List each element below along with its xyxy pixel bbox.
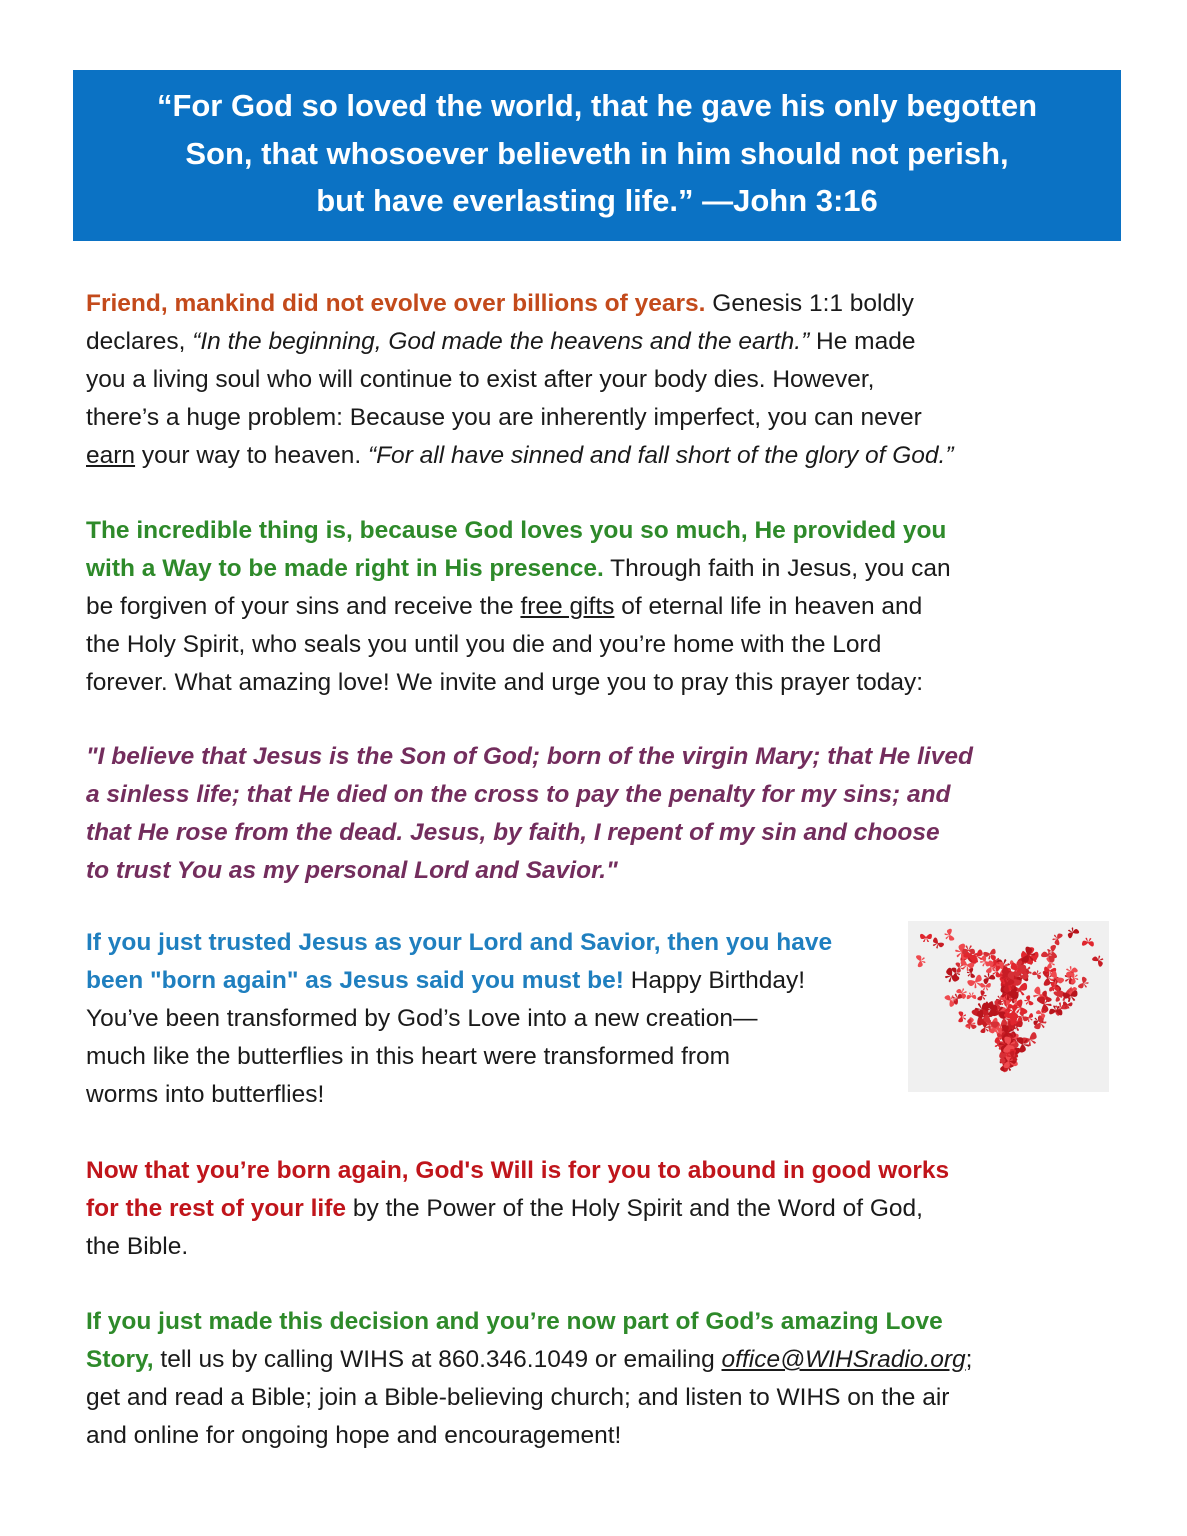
emphasis-earn: earn bbox=[86, 442, 136, 469]
butterfly-icon bbox=[1082, 937, 1095, 946]
banner-line: Son, that whosoever believeth in him should not perish, bbox=[185, 135, 1009, 171]
paragraph-text: your way to heaven. bbox=[135, 442, 368, 469]
creation-paragraph bbox=[86, 285, 954, 475]
john-3-16-banner bbox=[73, 70, 1121, 241]
prayer-line: to trust You as my personal Lord and Savior." bbox=[86, 857, 618, 884]
paragraph-text: there’s a huge problem: Because you are inherently imperfect, you can never bbox=[86, 404, 922, 431]
emphasis-free-gifts: free gifts bbox=[520, 593, 615, 620]
paragraph-lead: been "born again" as Jesus said you must be! bbox=[86, 967, 624, 994]
prayer-line: a sinless life; that He died on the cross to pay the penalty for my sins; and bbox=[86, 781, 951, 808]
paragraph-text: you a living soul who will continue to exist after your body dies. However, bbox=[86, 366, 875, 393]
paragraph-text: get and read a Bible; join a Bible-believing church; and listen to WIHS on the air bbox=[86, 1384, 950, 1411]
paragraph-text: much like the butterflies in this heart were transformed from bbox=[86, 1043, 731, 1070]
paragraph-lead: with a Way to be made right in His presence. bbox=[86, 555, 604, 582]
paragraph-text: and online for ongoing hope and encouragement! bbox=[86, 1422, 622, 1449]
butterfly-icon bbox=[1065, 926, 1079, 939]
paragraph-text: the Bible. bbox=[86, 1233, 189, 1260]
romans-quote: “For all have sinned and fall short of the glory of God.” bbox=[367, 442, 954, 469]
salvation-prayer bbox=[86, 738, 973, 890]
butterfly-icon bbox=[944, 928, 955, 942]
butterfly-icon bbox=[967, 992, 977, 999]
paragraph-lead: Friend, mankind did not evolve over billions of years. bbox=[86, 290, 706, 317]
paragraph-lead: Now that you’re born again, God's Will is for you to abound in good works bbox=[86, 1157, 950, 1184]
butterfly-icon bbox=[958, 1011, 966, 1022]
butterfly-icon bbox=[977, 990, 988, 1003]
butterfly-icon bbox=[967, 974, 985, 990]
gift-paragraph bbox=[86, 512, 951, 702]
butterfly-icon bbox=[1078, 976, 1091, 990]
paragraph-text: by the Power of the Holy Spirit and the Word of God, bbox=[346, 1195, 923, 1222]
paragraph-text: forever. What amazing love! We invite and urge you to pray this prayer today: bbox=[86, 669, 924, 696]
email-link[interactable]: office@WIHSradio.org bbox=[721, 1346, 966, 1373]
born-again-paragraph bbox=[86, 924, 832, 1114]
paragraph-lead: for the rest of your life bbox=[86, 1195, 347, 1222]
butterfly-heart-image bbox=[908, 921, 1109, 1092]
butterfly-icon bbox=[920, 934, 932, 942]
butterfly-icon bbox=[1023, 995, 1034, 1007]
paragraph-text: Through faith in Jesus, you can bbox=[603, 555, 951, 582]
paragraph-text: of eternal life in heaven and bbox=[614, 593, 923, 620]
paragraph-text: declares, bbox=[86, 328, 193, 355]
prayer-line: that He rose from the dead. Jesus, by faith, I repent of my sin and choose bbox=[86, 819, 940, 846]
butterfly-heart-icon bbox=[908, 921, 1109, 1092]
paragraph-text: ; bbox=[965, 1346, 973, 1373]
paragraph-text: Genesis 1:1 boldly bbox=[705, 290, 914, 317]
paragraph-lead: Story, bbox=[86, 1346, 154, 1373]
butterfly-icon bbox=[1051, 932, 1063, 946]
paragraph-lead: If you just trusted Jesus as your Lord and Savior, then you have bbox=[86, 929, 833, 956]
good-works-paragraph bbox=[86, 1152, 949, 1266]
paragraph-text: be forgiven of your sins and receive the bbox=[86, 593, 521, 620]
paragraph-text: the Holy Spirit, who seals you until you die and you’re home with the Lord bbox=[86, 631, 882, 658]
paragraph-text: tell us by calling WIHS at 860.346.1049 or emailing bbox=[153, 1346, 722, 1373]
paragraph-text: worms into butterflies! bbox=[86, 1081, 325, 1108]
next-steps-paragraph bbox=[86, 1303, 972, 1455]
banner-line: “For God so loved the world, that he gave his only begotten bbox=[156, 88, 1038, 123]
butterfly-icon bbox=[1091, 953, 1105, 967]
butterfly-icon bbox=[930, 937, 944, 951]
paragraph-text: Happy Birthday! bbox=[623, 967, 806, 994]
paragraph-text: He made bbox=[809, 328, 916, 355]
butterfly-icon bbox=[916, 954, 926, 967]
prayer-line: "I believe that Jesus is the Son of God; born of the virgin Mary; that He lived bbox=[86, 743, 973, 770]
paragraph-text: You’ve been transformed by God’s Love into a new creation— bbox=[86, 1005, 758, 1032]
banner-line: but have everlasting life.” —John 3:16 bbox=[316, 183, 878, 218]
butterfly-icon bbox=[980, 983, 991, 990]
butterfly-icon bbox=[1032, 969, 1044, 980]
genesis-quote: “In the beginning, God made the heavens and the earth.” bbox=[192, 328, 810, 355]
paragraph-lead: The incredible thing is, because God loves you so much, He provided you bbox=[86, 517, 947, 544]
paragraph-lead: If you just made this decision and you’re now part of God’s amazing Love bbox=[86, 1308, 943, 1335]
